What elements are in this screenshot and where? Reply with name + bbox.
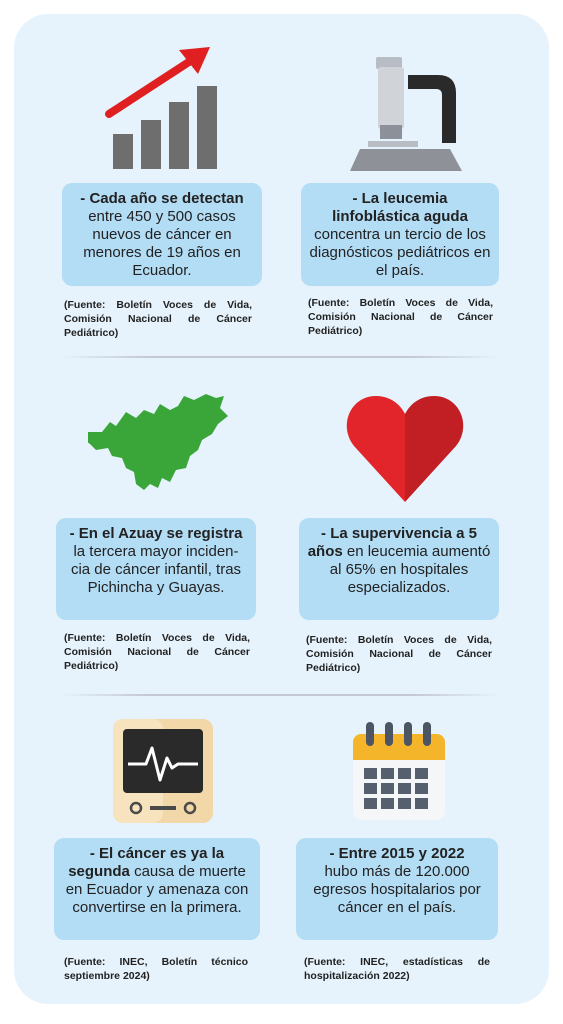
source-note: (Fuente: Boletín Voces de Vida, Comisión Nacional de Cáncer Pediátrico): [308, 297, 493, 337]
heart-monitor-icon: [112, 718, 214, 824]
fact-box-2: [301, 183, 499, 286]
source-note: (Fuente: INEC, Boletín técnico septiembre 2024): [64, 956, 248, 982]
fact-text: entre 450 y 500 casos nuevos de cáncer en menores de 19 años en Ecuador.: [83, 208, 241, 279]
fact-lead: - En el Azuay se registra: [69, 525, 243, 542]
azuay-map-icon: [88, 388, 238, 513]
fact-box-3: [56, 518, 256, 620]
fact-text: la tercera mayor inciden-cia de cáncer infantil, tras Pichincha y Guayas.: [70, 543, 242, 596]
fact-text: hubo más de 120.000 egresos hospitalarios por cáncer en el país.: [313, 863, 481, 916]
fact-box-4: [299, 518, 499, 620]
fact-box-1: [62, 183, 262, 286]
fact-text: concentra un tercio de los diagnósticos pediátricos en el país.: [309, 226, 491, 279]
calendar-icon: [352, 722, 446, 822]
source-note: (Fuente: Boletín Voces de Vida, Comisión Nacional de Cáncer Pediátrico): [306, 634, 492, 674]
source-note: (Fuente: Boletín Voces de Vida, Comisión Nacional de Cáncer Pediátrico): [64, 632, 250, 672]
fact-lead: - La supervivencia a 5 años: [307, 525, 477, 560]
fact-box-6: [296, 838, 498, 940]
fact-lead: - El cáncer es ya la segunda: [68, 845, 225, 880]
source-note: (Fuente: INEC, estadísticas de hospitalización 2022): [304, 956, 490, 982]
fact-text: en leucemia aumentó al 65% en hospitales especializados.: [329, 543, 491, 596]
section-divider: [60, 356, 500, 358]
source-note: (Fuente: Boletín Voces de Vida, Comisión Nacional de Cáncer Pediátrico): [64, 299, 252, 339]
heart-icon: [346, 392, 464, 504]
fact-lead: - Cada año se detectan: [80, 190, 244, 207]
fact-lead: - La leucemia linfoblástica aguda: [332, 190, 468, 225]
growth-chart-icon: [105, 44, 220, 172]
section-divider: [60, 694, 500, 696]
fact-lead: - Entre 2015 y 2022: [329, 845, 465, 862]
fact-text: causa de muerte en Ecuador y amenaza con convertirse en la primera.: [65, 863, 249, 916]
fact-box-5: [54, 838, 260, 940]
microscope-icon: [350, 55, 465, 175]
